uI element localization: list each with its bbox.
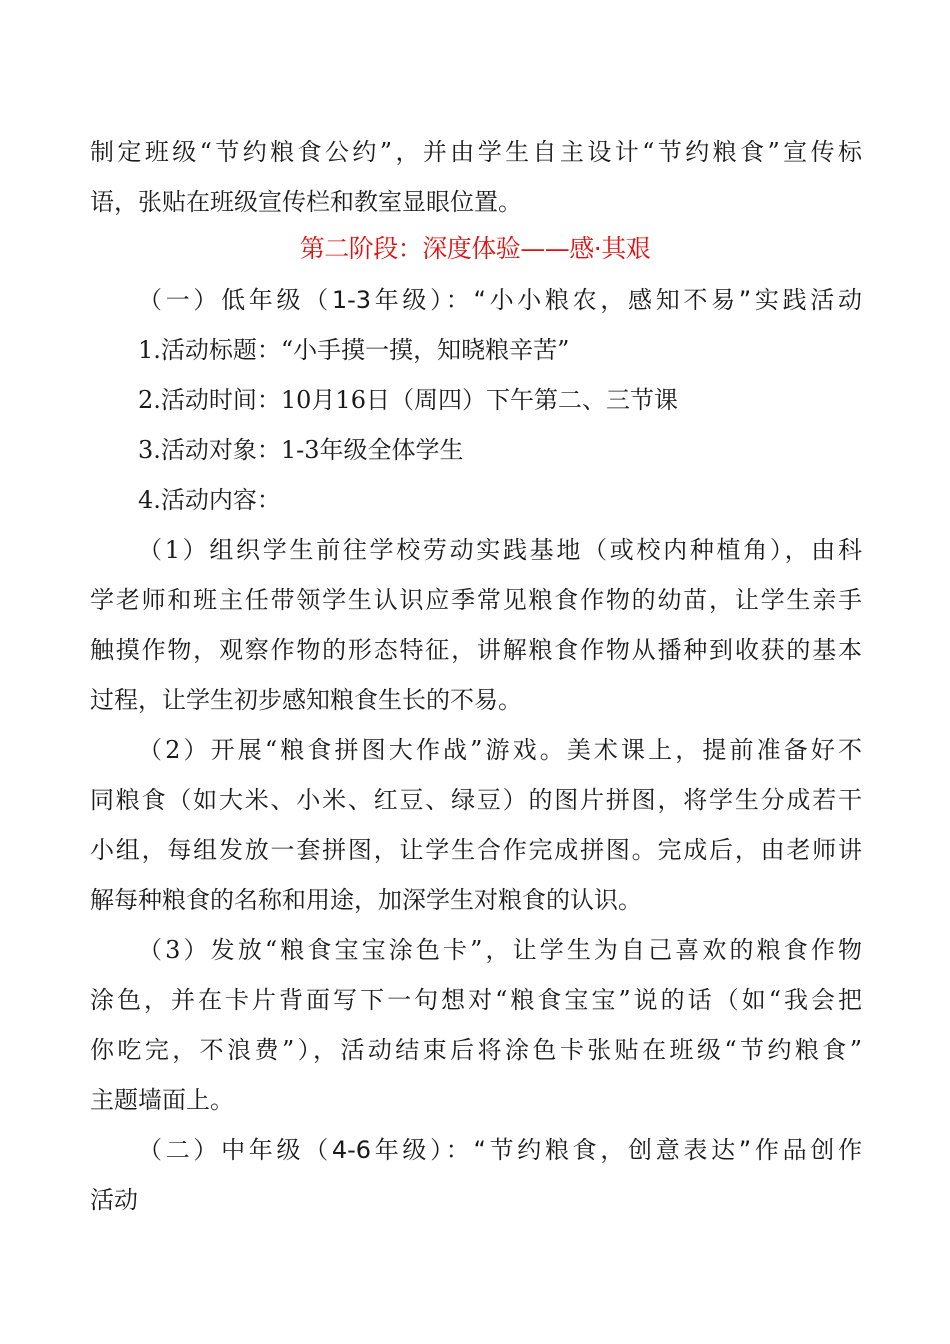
paragraph-1-line-2: 学老师和班主任带领学生认识应季常见粮食作物的幼苗，让学生亲手 — [90, 586, 862, 614]
paragraph-2-line-2: 同粮食（如大米、小米、红豆、绿豆）的图片拼图，将学生分成若干 — [90, 786, 862, 814]
activity-content-item: 4.活动内容： — [138, 486, 281, 514]
intro-line-1: 制定班级“节约粮食公约”，并由学生自主设计“节约粮食”宣传标 — [90, 138, 862, 166]
paragraph-2-line-3: 小组，每组发放一套拼图，让学生合作完成拼图。完成后，由老师讲 — [90, 836, 862, 864]
paragraph-1-line-3: 触摸作物，观察作物的形态特征，讲解粮食作物从播种到收获的基本 — [90, 636, 862, 664]
paragraph-2-line-4: 解每种粮食的名称和用途，加深学生对粮食的认识。 — [90, 886, 642, 914]
intro-line-2: 语，张贴在班级宣传栏和教室显眼位置。 — [90, 188, 522, 216]
paragraph-1-line-1: （1）组织学生前往学校劳动实践基地（或校内种植角），由科 — [138, 536, 862, 564]
section2-title-line-1: （二）中年级（4-6年级）：“节约粮食，创意表达”作品创作 — [138, 1136, 862, 1164]
paragraph-3-line-4: 主题墙面上。 — [90, 1086, 234, 1114]
section1-title: （一）低年级（1-3年级）：“小小粮农，感知不易”实践活动 — [138, 286, 862, 314]
activity-title-item: 1.活动标题：“小手摸一摸，知晓粮辛苦” — [138, 336, 570, 364]
paragraph-2-line-1: （2）开展“粮食拼图大作战”游戏。美术课上，提前准备好不 — [138, 736, 862, 764]
activity-target-item: 3.活动对象：1-3年级全体学生 — [138, 436, 464, 464]
paragraph-3-line-1: （3）发放“粮食宝宝涂色卡”，让学生为自己喜欢的粮食作物 — [138, 936, 862, 964]
paragraph-3-line-2: 涂色，并在卡片背面写下一句想对“粮食宝宝”说的话（如“我会把 — [90, 986, 862, 1014]
stage-heading: 第二阶段：深度体验——感·其艰 — [299, 234, 651, 263]
paragraph-1-line-4: 过程，让学生初步感知粮食生长的不易。 — [90, 686, 522, 714]
activity-time-item: 2.活动时间：10月16日（周四）下午第二、三节课 — [138, 386, 678, 414]
section2-title-line-2: 活动 — [90, 1186, 138, 1214]
paragraph-3-line-3: 你吃完，不浪费”），活动结束后将涂色卡张贴在班级“节约粮食” — [90, 1036, 862, 1064]
